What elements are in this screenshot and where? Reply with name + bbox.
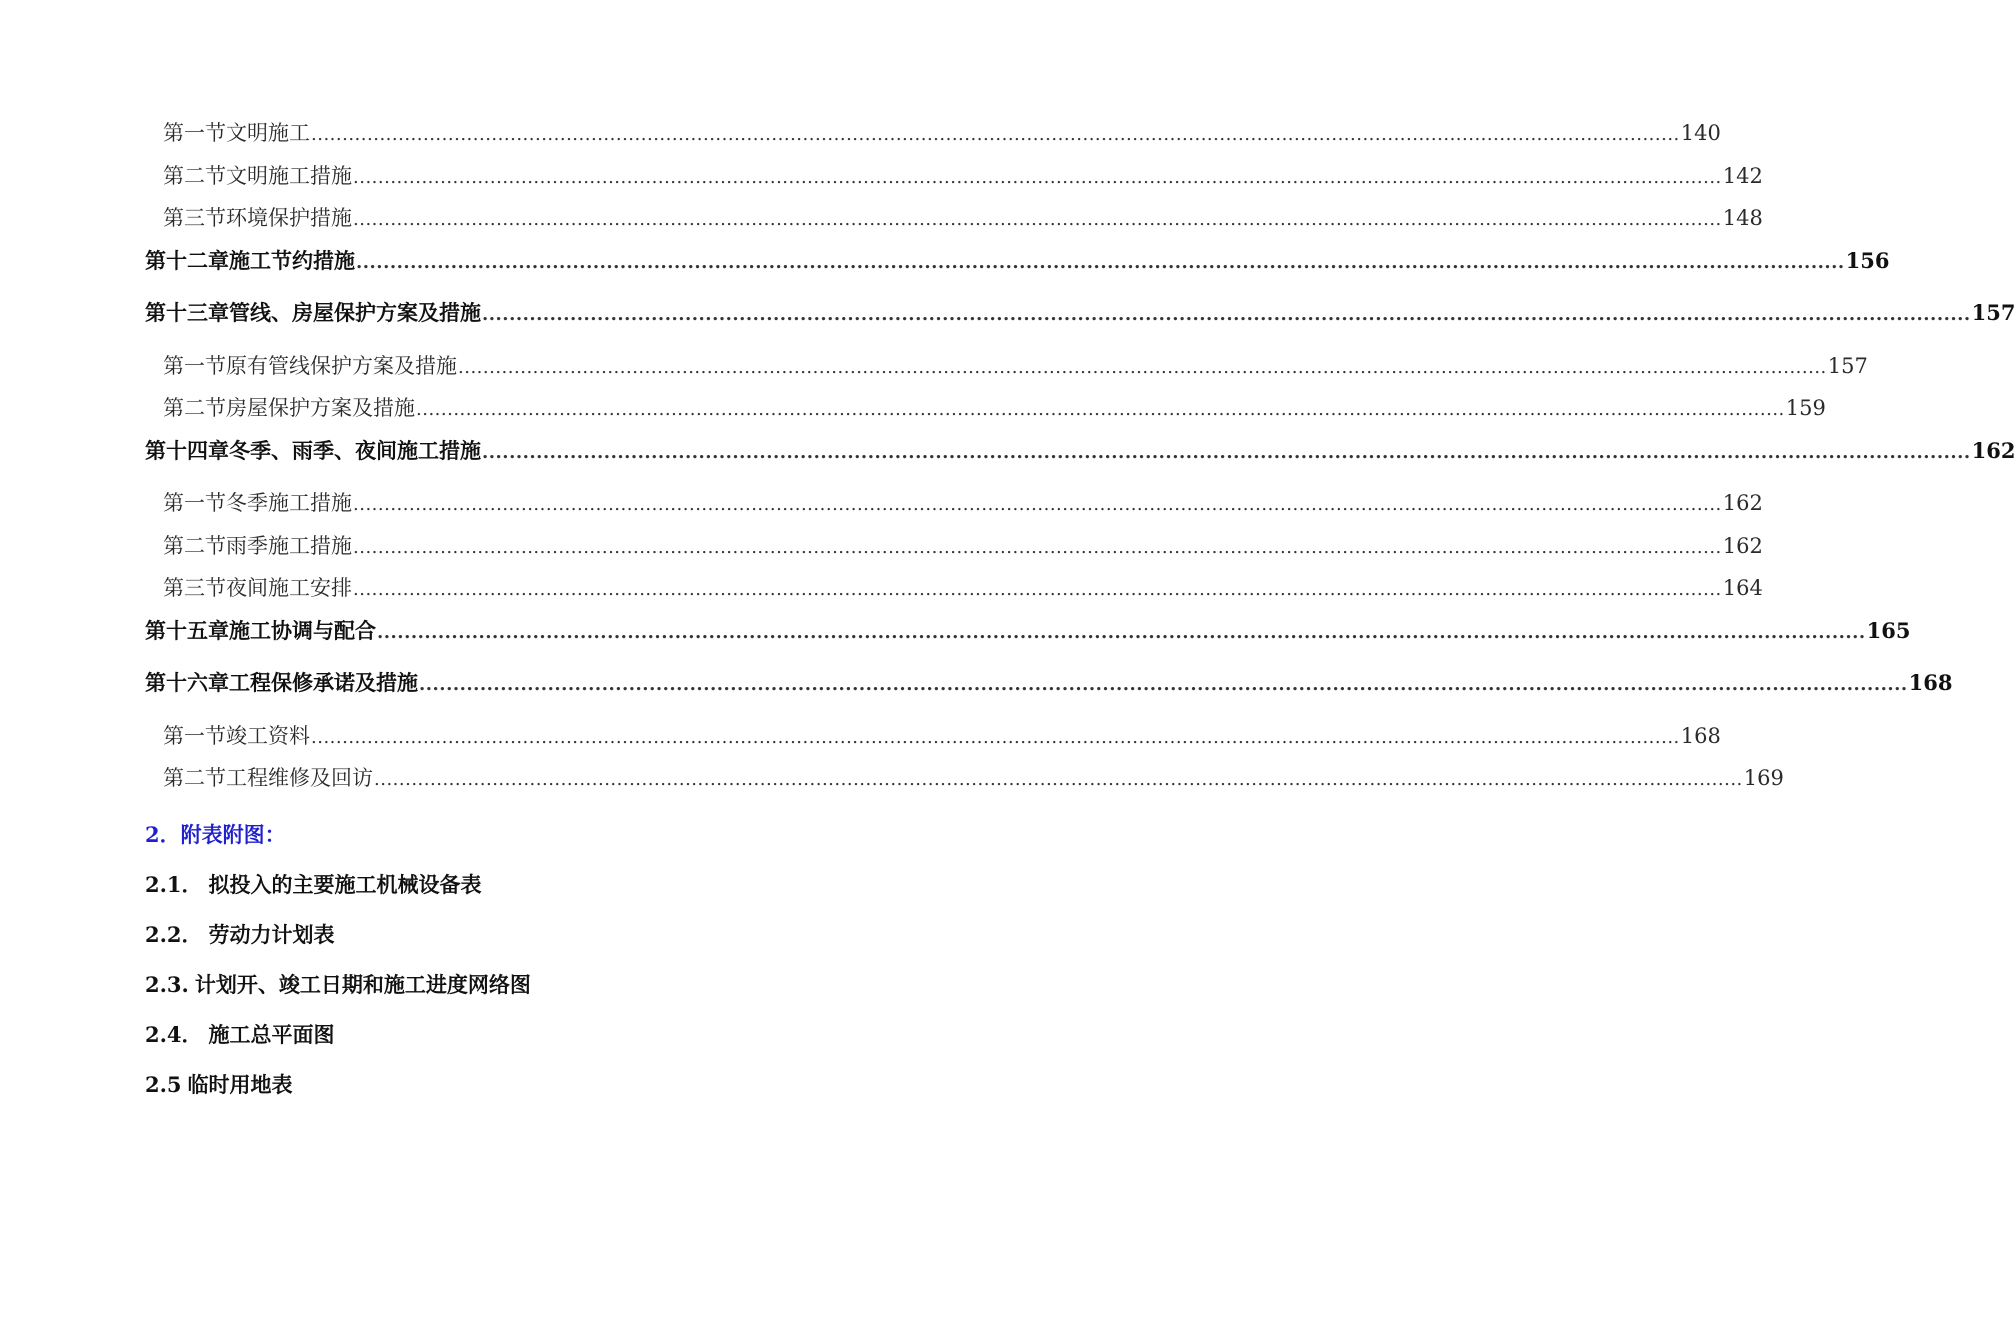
appendix-item-number: 2.4．: [145, 1022, 203, 1047]
appendix-item-number: 2.5: [145, 1072, 182, 1097]
toc-entry-title: 文明施工: [226, 121, 310, 145]
appendix-item[interactable]: [145, 920, 807, 950]
toc-page-number: 162: [1971, 437, 2016, 463]
appendix-item-title: 计划开、竣工日期和施工进度网络图: [194, 972, 531, 997]
toc-chapter-entry[interactable]: [145, 298, 2016, 330]
toc-entry-number: 第二节: [163, 533, 226, 558]
toc-leader-dots: ............................................................................................................................................................................................................................: [353, 209, 1722, 230]
toc-entry-number: 第十三章: [145, 300, 229, 325]
toc-entry-title: 工程保修承诺及措施: [229, 670, 418, 695]
toc-entry-title: 施工节约措施: [229, 247, 355, 273]
toc-entry-number: 第二节: [163, 766, 226, 790]
toc-leader-dots: ............................................................................................................................................................................................................................: [311, 124, 1680, 145]
appendix-item-title: 施工总平面图: [208, 1022, 335, 1047]
appendix-item-title: 劳动力计划表: [208, 922, 335, 947]
appendix-item-number: 2.2．: [145, 922, 203, 947]
toc-leader-dots: ............................................................................................................................................................................................................................: [311, 726, 1680, 748]
toc-leader-dots: ............................................................................................................................................................................................................................: [419, 674, 1908, 695]
toc-entry-number: 第二节: [163, 163, 226, 188]
toc-page-number: 164: [1722, 576, 1763, 600]
toc-leader-dots: ............................................................................................................................................................................................................................: [356, 251, 1845, 273]
appendix-list: [145, 820, 807, 1120]
toc-chapter-entry[interactable]: [145, 616, 1911, 648]
toc-page-number: 157: [1971, 300, 2016, 325]
appendix-item[interactable]: [145, 1020, 807, 1050]
toc-chapter-entry[interactable]: [145, 436, 2016, 468]
toc-page-number: 140: [1680, 121, 1721, 145]
toc-leader-dots: ............................................................................................................................................................................................................................: [482, 441, 1971, 463]
toc-leader-dots: ............................................................................................................................................................................................................................: [353, 579, 1722, 600]
appendix-item-number: 2.1．: [145, 872, 203, 897]
toc-leader-dots: ............................................................................................................................................................................................................................: [353, 494, 1722, 515]
toc-section-entry[interactable]: [145, 118, 1721, 150]
toc-entry-title: 环境保护措施: [226, 206, 352, 230]
toc-page-number: 162: [1722, 533, 1763, 558]
toc-entry-number: 第一节: [163, 353, 226, 378]
toc-leader-dots: ............................................................................................................................................................................................................................: [416, 399, 1785, 420]
toc-entry-title: 管线、房屋保护方案及措施: [229, 300, 481, 325]
toc-entry-title: 施工协调与配合: [229, 617, 376, 643]
toc-entry-title: 冬季、雨季、夜间施工措施: [229, 437, 481, 463]
toc-page-number: 162: [1722, 491, 1763, 515]
toc-section-entry[interactable]: [145, 721, 1721, 753]
toc-entry-title: 夜间施工安排: [226, 576, 352, 600]
toc-leader-dots: ............................................................................................................................................................................................................................: [374, 769, 1743, 790]
toc-section-entry[interactable]: [145, 351, 1868, 383]
toc-entry-number: 第一节: [163, 491, 226, 515]
toc-page-number: 142: [1722, 163, 1763, 188]
toc-entry-title: 文明施工措施: [226, 163, 352, 188]
toc-leader-dots: ............................................................................................................................................................................................................................: [482, 304, 1971, 325]
toc-entry-number: 第十四章: [145, 437, 229, 463]
toc-leader-dots: ............................................................................................................................................................................................................................: [353, 166, 1722, 188]
toc-entry-title: 冬季施工措施: [226, 491, 352, 515]
toc-page-number: 168: [1680, 723, 1721, 748]
toc-entry-title: 工程维修及回访: [226, 766, 373, 790]
toc-entry-title: 竣工资料: [226, 723, 310, 748]
toc-page-number: 156: [1845, 247, 1890, 273]
toc-page-number: 165: [1866, 617, 1911, 643]
toc-section-entry[interactable]: [145, 488, 1763, 520]
toc-section-entry[interactable]: [145, 763, 1784, 795]
appendix-item-title: 拟投入的主要施工机械设备表: [208, 872, 482, 897]
toc-entry-title: 原有管线保护方案及措施: [226, 353, 457, 378]
toc-entry-title: 雨季施工措施: [226, 533, 352, 558]
toc-section-entry[interactable]: [145, 161, 1763, 193]
toc-leader-dots: ............................................................................................................................................................................................................................: [458, 356, 1827, 378]
toc-section-entry[interactable]: [145, 573, 1763, 605]
toc-entry-number: 第三节: [163, 576, 226, 600]
appendix-item[interactable]: [145, 1070, 807, 1100]
toc-entry-number: 第十六章: [145, 670, 229, 695]
table-of-contents: [145, 118, 2016, 806]
toc-page-number: 157: [1827, 353, 1868, 378]
toc-entry-number: 第二节: [163, 396, 226, 420]
appendix-item-title: 临时用地表: [187, 1072, 293, 1097]
toc-page-number: 169: [1743, 766, 1784, 790]
toc-page-number: 168: [1908, 670, 1953, 695]
appendix-item-number: 2.3.: [145, 972, 189, 997]
appendix-item[interactable]: [145, 870, 807, 900]
toc-section-entry[interactable]: [145, 531, 1763, 563]
toc-section-entry[interactable]: [145, 203, 1763, 235]
appendix-heading: 2．附表附图：: [145, 822, 286, 847]
toc-entry-number: 第十五章: [145, 617, 229, 643]
toc-entry-title: 房屋保护方案及措施: [226, 396, 415, 420]
toc-page-number: 159: [1785, 396, 1826, 420]
toc-entry-number: 第十二章: [145, 247, 229, 273]
appendix-item[interactable]: [145, 970, 807, 1000]
toc-leader-dots: ............................................................................................................................................................................................................................: [377, 621, 1866, 643]
toc-entry-number: 第一节: [163, 121, 226, 145]
toc-page-number: 148: [1722, 206, 1763, 230]
toc-section-entry[interactable]: [145, 393, 1826, 425]
toc-chapter-entry[interactable]: [145, 246, 1890, 278]
toc-entry-number: 第三节: [163, 206, 226, 230]
toc-chapter-entry[interactable]: [145, 668, 1953, 700]
toc-entry-number: 第一节: [163, 723, 226, 748]
toc-leader-dots: ............................................................................................................................................................................................................................: [353, 536, 1722, 558]
